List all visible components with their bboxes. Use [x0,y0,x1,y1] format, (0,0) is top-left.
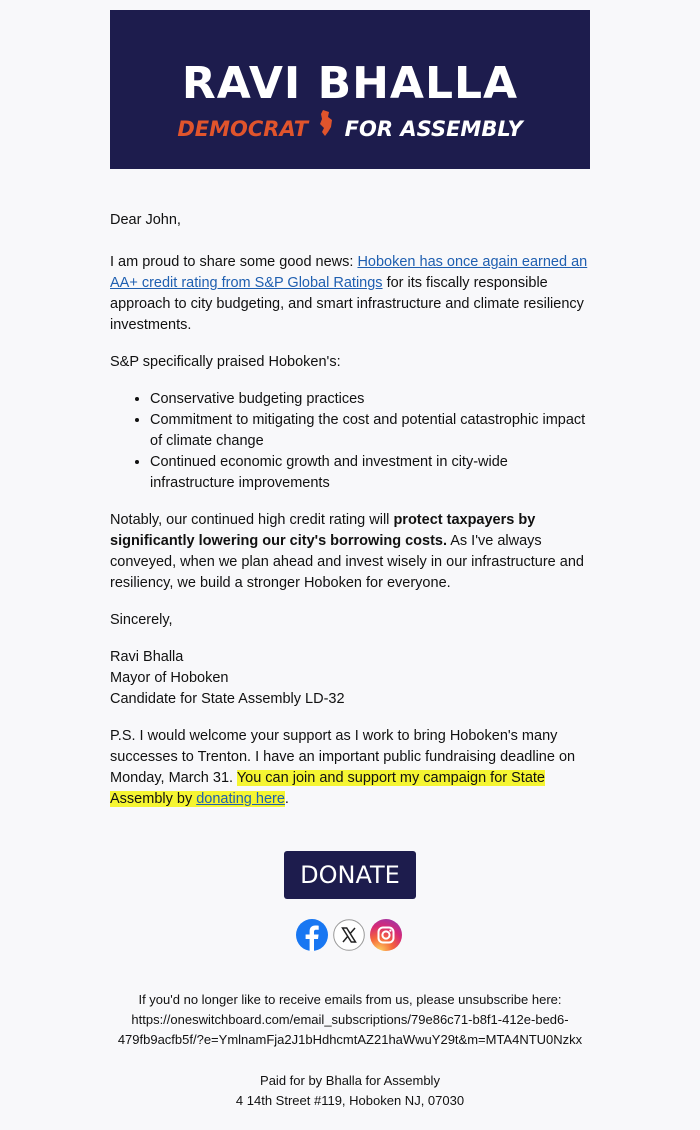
address-text: 4 14th Street #119, Hoboken NJ, 07030 [235,1093,465,1108]
header-banner [110,10,590,169]
tagline-for-assembly: FOR ASSEMBLY [344,117,523,141]
paragraph-ps [110,726,590,810]
praise-list [110,389,590,494]
unsubscribe-link-cont[interactable]: 479fb9acfb5f/?e=YmlnamFja2J1bHdhcmtAZ21haWwuY29t&m=MTA4NTU0Nzkx [117,1032,583,1047]
greeting: Dear John, [110,212,181,228]
facebook-icon[interactable] [296,919,328,951]
notably-text-end: As I've always conveyed, when we plan ahead and invest wisely in our infrastructure and resiliency, we build a stronger Hoboken for everyone. [110,533,584,591]
tagline-democrat: DEMOCRAT [177,117,309,141]
new-jersey-icon [319,110,333,143]
paragraph-notably [110,510,590,594]
list-item: • Conservative budgeting practices [150,389,590,410]
paid-for-text: Paid for by Bhalla for Assembly [260,1073,440,1088]
paid-for-block [100,1071,600,1111]
letter-body [110,210,590,810]
paragraph-intro [110,252,590,336]
unsubscribe-text: If you'd no longer like to receive emails from us, please unsubscribe here: [138,992,562,1007]
paragraph-praise: S&P specifically praised Hoboken's: [110,354,341,370]
email-container [110,10,590,1108]
donating-here-link[interactable]: donating here [196,791,285,807]
closing: Sincerely, [110,612,173,628]
candidate-name: RAVI BHALLA [181,58,519,109]
ps-text: P.S. I would welcome your support as I work to bring Hoboken's many successes to Trenton. I have an important public fundraising deadline on Monday, March 31. [110,728,576,786]
ps-highlight-text: You can join and support my campaign for State Assembly by [110,770,545,807]
notably-bold: protect taxpayers by significantly lowering our city's borrowing costs. [110,512,536,549]
signature [110,647,590,710]
signature-name: Ravi Bhalla [110,649,184,665]
donate-button[interactable]: DONATE [284,851,416,899]
credit-rating-link[interactable]: Hoboken has once again earned an AA+ credit rating from S&P Global Ratings [110,254,588,291]
list-item: • Continued economic growth and investment in city-wide infrastructure improvements [150,452,590,494]
signature-title: Mayor of Hoboken [110,670,229,686]
ps-end: . [284,791,289,807]
signature-subtitle: Candidate for State Assembly LD-32 [110,691,345,707]
list-item: • Commitment to mitigating the cost and potential catastrophic impact of climate change [150,410,590,452]
unsubscribe-block [100,990,600,1050]
instagram-icon[interactable] [370,919,402,951]
intro-text-end: for its fiscally responsible approach to city budgeting, and smart infrastructure and climate resiliency investments. [110,275,584,333]
unsubscribe-link[interactable]: https://oneswitchboard.com/email_subscriptions/79e86c71-b8f1-412e-bed6- [131,1012,569,1027]
notably-text: Notably, our continued high credit rating will [110,512,394,528]
social-links [296,919,404,953]
intro-text: I am proud to share some good news: [110,254,358,270]
x-icon[interactable] [333,919,365,951]
tagline [110,110,590,143]
